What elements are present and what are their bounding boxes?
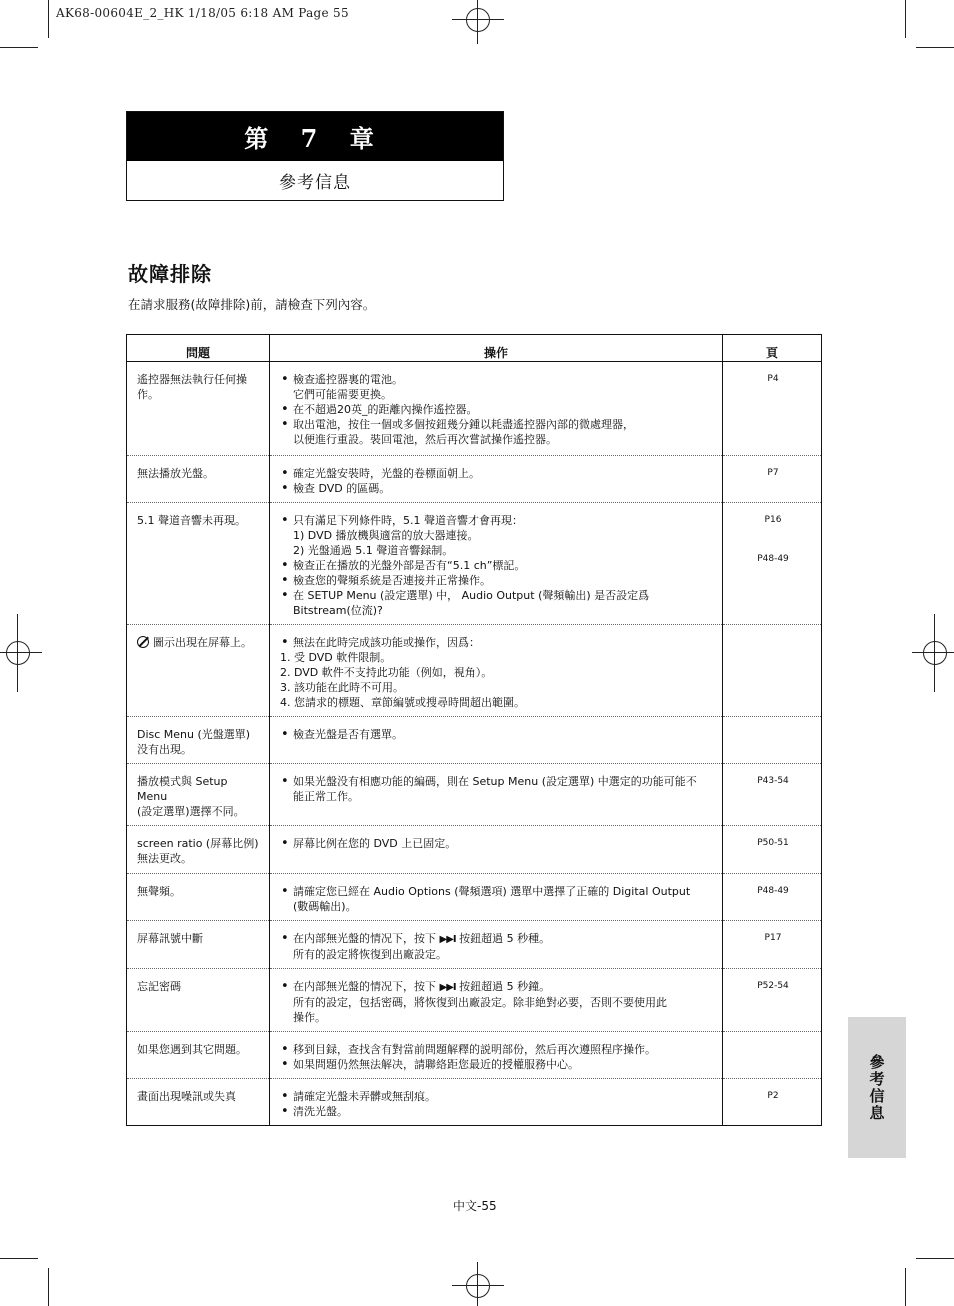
side-tab-label: 參考信息 [867,1053,886,1122]
page-ref: P48-49 [757,886,789,896]
action-cell [270,874,723,921]
crop-mark [48,1268,49,1306]
registration-line [477,1262,478,1306]
page-number: 中文-55 [453,1199,497,1213]
table-row [127,874,822,921]
troubleshooting-table [126,334,822,1126]
action-numbered-item: 4. 您請求的標題、章節編號或搜尋時間超出範圍。 [280,696,525,709]
problem-cell: 遙控器無法執行任何操作。 [127,362,270,456]
action-cell [270,921,723,969]
action-item: • 檢查正在播放的光盤外部是否有“5.1 ch”標記。 [280,558,714,573]
table-row [127,717,822,764]
problem-cell: 如果您遇到其它問題。 [127,1032,270,1079]
registration-line [477,0,478,44]
chapter-box [126,111,504,201]
action-item: • 在内部無光盤的情况下，按下 ▶▶I 按鈕超過 5 秒種。 所有的設定將恢復到出廠設定。 [280,931,714,962]
action-cell [270,456,723,503]
problem-cell: 無聲頻。 [127,874,270,921]
action-item: • 在不超過20英_的距離內操作遙控器。 [280,402,714,417]
table-row [127,503,822,625]
page-ref: P7 [767,468,779,478]
action-item: • 移到目録，查找含有對當前問題解釋的説明部份，然后再次遵照程序操作。 [280,1042,714,1057]
action-cell [270,826,723,874]
action-item: • 在 SETUP Menu (設定選單) 中， Audio Output (聲頻輸出) 是否設定爲 Bitstream(位流)? [280,588,714,618]
page-ref-cell [723,764,822,826]
action-item: • 檢查 DVD 的區碼。 [280,481,714,496]
problem-cell: screen ratio (屏幕比例) 無法更改。 [127,826,270,874]
action-cell [270,503,723,625]
page-ref-cell [723,921,822,969]
problem-cell: Disc Menu (光盤選單) 没有出現。 [127,717,270,764]
page-ref-cell [723,1079,822,1126]
action-numbered-item: 1. 受 DVD 軟件限制。 [280,651,392,664]
prohibited-icon [137,636,149,648]
action-cell [270,764,723,826]
table-row [127,921,822,969]
page-ref: P2 [767,1091,779,1101]
page-ref: P17 [764,933,782,943]
chapter-subtitle: 參考信息 [279,173,351,193]
table-row [127,1079,822,1126]
action-item: • 無法在此時完成該功能或操作，因爲： [280,635,714,650]
table-row [127,362,822,456]
action-item: • 如果問題仍然無法解决，請聯絡距您最近的授權服務中心。 [280,1057,714,1072]
action-item: • 取出電池，按住一個或多個按鈕幾分鍾以耗盡遙控器內部的微處理器， 以便進行重設。裝回電池，然后再次嘗試操作遙控器。 [280,417,714,447]
action-cell [270,717,723,764]
action-cell [270,1032,723,1079]
action-cell [270,625,723,717]
registration-mark [6,641,30,665]
action-item: • 檢查遙控器裏的電池。 它們可能需要更換。 [280,372,714,402]
action-item: • 屏幕比例在您的 DVD 上已固定。 [280,836,714,851]
problem-cell: 忘記密碼 [127,969,270,1032]
problem-cell: 屏幕訊號中斷 [127,921,270,969]
page-ref-cell [723,456,822,503]
table-row [127,826,822,874]
section-intro: 在請求服務(故障排除)前，請檢查下列內容。 [128,297,376,312]
action-cell [270,362,723,456]
registration-line [17,614,18,692]
action-numbered-item: 3. 該功能在此時不可用。 [280,681,404,694]
problem-cell: 播放模式與 Setup Menu (設定選單)選擇不同。 [127,764,270,826]
section-title: 故障排除 [128,262,212,286]
page-ref: P52-54 [757,981,789,991]
problem-cell: 圖示出現在屏幕上。 [127,625,270,717]
action-item: • 確定光盤安裝時，光盤的卷標面朝上。 [280,466,714,481]
registration-line [912,652,954,653]
page-ref-cell [723,717,822,764]
page-ref-cell [723,362,822,456]
action-cell [270,969,723,1032]
page-ref: P16 [764,515,782,525]
action-item: • 檢查您的聲頻系統是否連接并正常操作。 [280,573,714,588]
table-row [127,969,822,1032]
table-row [127,456,822,503]
crop-mark [905,0,906,38]
table-row [127,1032,822,1079]
skip-next-icon: ▶▶I [439,982,456,993]
action-numbered-item: 2. DVD 軟件不支持此功能（例如，視角）。 [280,666,493,679]
table-header-row [127,335,822,362]
header-problem: 問題 [127,335,270,362]
crop-mark [48,0,49,38]
problem-cell: 5.1 聲道音響未再現。 [127,503,270,625]
page-ref-cell [723,874,822,921]
page-ref: P43-54 [757,776,789,786]
crop-mark [0,47,38,48]
crop-mark [916,1258,954,1259]
problem-cell: 無法播放光盤。 [127,456,270,503]
crop-mark [0,1258,38,1259]
page-ref-cell [723,503,822,625]
skip-next-icon: ▶▶I [439,934,456,945]
registration-line [452,1285,504,1286]
crop-mark [905,1268,906,1306]
table-row [127,764,822,826]
page-ref: P4 [767,374,779,384]
chapter-title: 第 7 章 [127,112,503,161]
problem-cell: 畫面出現噪訊或失真 [127,1079,270,1126]
registration-mark [466,8,490,32]
registration-line [452,19,504,20]
page-ref-cell [723,625,822,717]
action-item: • 只有滿足下列條件時，5.1 聲道音響才會再現： 1) DVD 播放機與適當的放大器連接。 2) 光盤通過 5.1 聲道音響録制。 [280,513,714,558]
page-ref-cell [723,826,822,874]
action-cell [270,1079,723,1126]
action-item: • 在内部無光盤的情况下，按下 ▶▶I 按鈕超過 5 秒鐘。 所有的設定，包括密碼，將恢復到出廠設定。除非絶對必要，否則不要使用此 操作。 [280,979,714,1025]
page-ref: P48-49 [757,554,789,564]
header-page: 頁 [723,335,822,362]
print-slug: AK68-00604E_2_HK 1/18/05 6:18 AM Page 55 [56,6,349,20]
action-item: • 請確定您已經在 Audio Options (聲頻選項) 選單中選擇了正確的 Digital Output (數碼輸出)。 [280,884,714,914]
page-ref: P50-51 [757,838,789,848]
registration-mark [466,1274,490,1298]
registration-line [0,652,42,653]
crop-mark [916,47,954,48]
registration-line [934,614,935,692]
page-ref-cell [723,969,822,1032]
action-item: • 檢查光盤是否有選單。 [280,727,714,742]
table-row [127,625,822,717]
registration-mark [923,641,947,665]
action-item: • 如果光盤没有相應功能的編碼，則在 Setup Menu (設定選單) 中選定的功能可能不 能正常工作。 [280,774,714,804]
action-item: • 清洗光盤。 [280,1104,714,1119]
header-action: 操作 [270,335,723,362]
action-item: • 請確定光盤未弄髒或無刮痕。 [280,1089,714,1104]
side-tab [848,1017,906,1158]
page-ref-cell [723,1032,822,1079]
